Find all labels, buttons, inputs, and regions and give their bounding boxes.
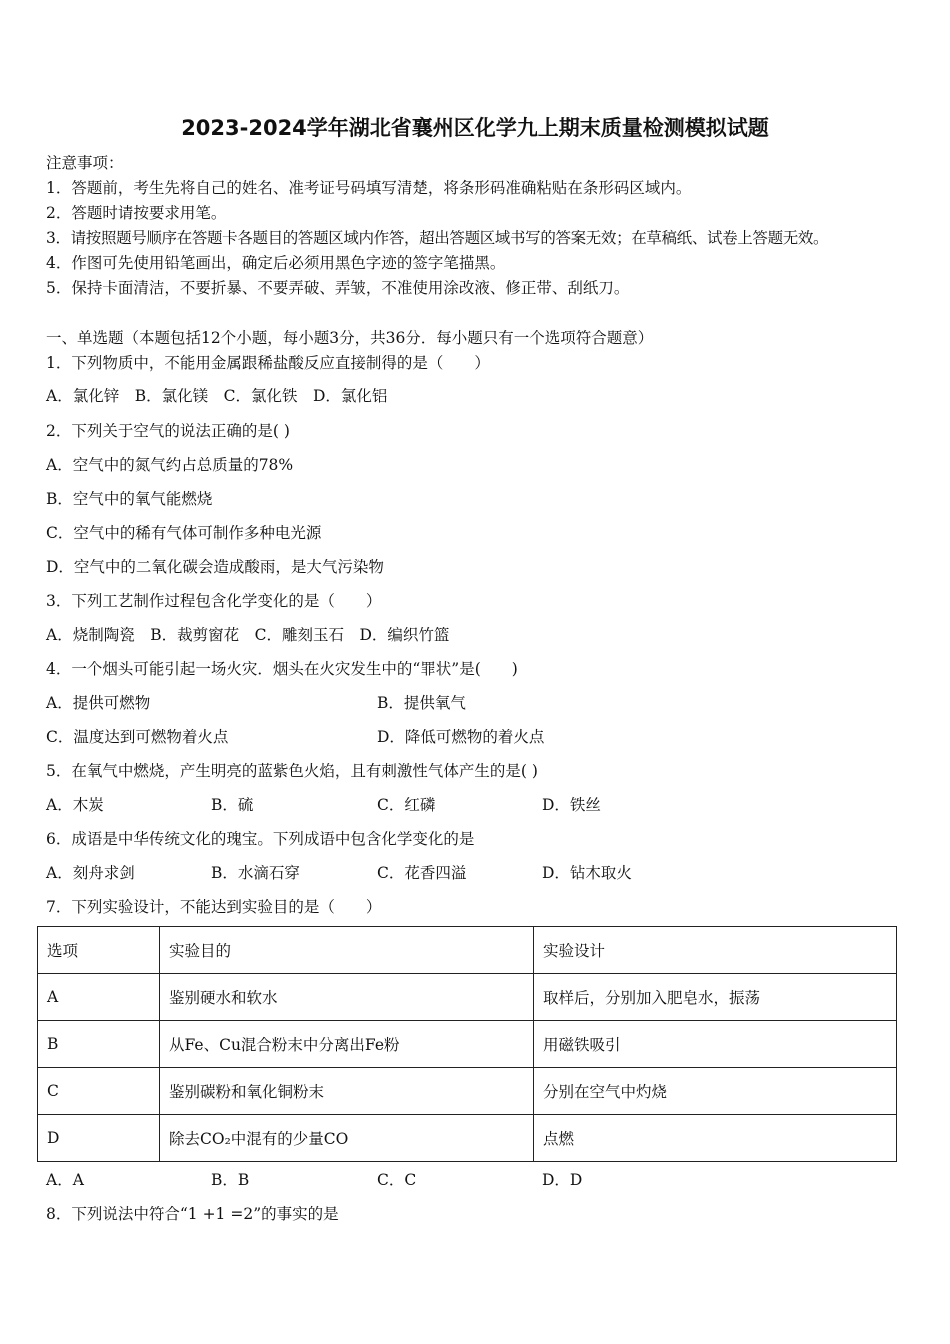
table-cell: 用磁铁吸引 (534, 1021, 897, 1068)
notice-item: 5．保持卡面清洁，不要折暴、不要弄破、弄皱，不准使用涂改液、修正带、刮纸刀。 (46, 279, 630, 297)
table-cell: 点燃 (534, 1115, 897, 1162)
option-b: B．硫 (211, 796, 254, 814)
question-stem: 7．下列实验设计，不能达到实验目的是（ ） (46, 898, 382, 916)
option-a: A．提供可燃物 (46, 694, 151, 712)
question-stem: 8．下列说法中符合“1 +1 =2”的事实的是 (46, 1205, 339, 1223)
table-row (38, 1068, 897, 1115)
option-d: D．铁丝 (542, 796, 601, 814)
table-cell: 取样后，分别加入肥皂水，振荡 (534, 974, 897, 1021)
table-cell: B (38, 1021, 160, 1068)
notice-heading: 注意事项： (46, 154, 124, 172)
table-cell: 鉴别碳粉和氧化铜粉末 (160, 1068, 534, 1115)
experiment-table (37, 926, 897, 1162)
table-cell: 分别在空气中灼烧 (534, 1068, 897, 1115)
question-stem: 1．下列物质中，不能用金属跟稀盐酸反应直接制得的是（ ） (46, 354, 490, 372)
option-c: C．红磷 (377, 796, 436, 814)
table-cell: 从Fe、Cu混合粉末中分离出Fe粉 (160, 1021, 534, 1068)
option-d: D．降低可燃物的着火点 (377, 728, 545, 746)
notice-item: 4．作图可先使用铅笔画出，确定后必须用黑色字迹的签字笔描黑。 (46, 254, 506, 272)
option-a: A．A (46, 1171, 84, 1189)
table-header-cell: 实验设计 (534, 927, 897, 974)
table-header-cell: 实验目的 (160, 927, 534, 974)
option-c: C．C (377, 1171, 417, 1189)
table-cell: 鉴别硬水和软水 (160, 974, 534, 1021)
table-cell: A (38, 974, 160, 1021)
notice-item: 1．答题前，考生先将自己的姓名、准考证号码填写清楚，将条形码准确粘贴在条形码区域内。 (46, 179, 692, 197)
option-d: D．空气中的二氧化碳会造成酸雨，是大气污染物 (46, 558, 384, 576)
section-heading: 一、单选题（本题包括12个小题，每小题3分，共36分．每小题只有一个选项符合题意） (46, 329, 654, 347)
table-row (38, 1021, 897, 1068)
option-b: B．B (211, 1171, 250, 1189)
question-stem: 3．下列工艺制作过程包含化学变化的是（ ） (46, 592, 382, 610)
question-stem: 4．一个烟头可能引起一场火灾．烟头在火灾发生中的“罪状”是( ) (46, 660, 518, 678)
question-options: A．氯化锌 B．氯化镁 C．氯化铁 D．氯化铝 (46, 387, 388, 405)
option-c: C．花香四溢 (377, 864, 467, 882)
table-header-cell: 选项 (38, 927, 160, 974)
question-stem: 2．下列关于空气的说法正确的是( ) (46, 422, 290, 440)
option-b: B．水滴石穿 (211, 864, 300, 882)
table-row (38, 974, 897, 1021)
option-c: C．空气中的稀有气体可制作多种电光源 (46, 524, 322, 542)
page-title: 2023-2024学年湖北省襄州区化学九上期末质量检测模拟试题 (181, 116, 769, 140)
option-b: B．提供氧气 (377, 694, 466, 712)
table-cell: C (38, 1068, 160, 1115)
table-cell: 除去CO₂中混有的少量CO (160, 1115, 534, 1162)
option-b: B．空气中的氧气能燃烧 (46, 490, 213, 508)
question-options: A．烧制陶瓷 B．裁剪窗花 C．雕刻玉石 D．编织竹篮 (46, 626, 450, 644)
notice-item: 3．请按照题号顺序在答题卡各题目的答题区域内作答，超出答题区域书写的答案无效；在草稿纸、试卷上答题无效。 (46, 229, 829, 247)
table-row (38, 1115, 897, 1162)
option-a: A．刻舟求剑 (46, 864, 135, 882)
question-stem: 6．成语是中华传统文化的瑰宝。下列成语中包含化学变化的是 (46, 830, 475, 848)
option-a: A．空气中的氮气约占总质量的78% (46, 456, 294, 474)
option-d: D．D (542, 1171, 583, 1189)
table-cell: D (38, 1115, 160, 1162)
question-stem: 5．在氧气中燃烧，产生明亮的蓝紫色火焰，且有刺激性气体产生的是( ) (46, 762, 538, 780)
option-d: D．钻木取火 (542, 864, 632, 882)
option-c: C．温度达到可燃物着火点 (46, 728, 229, 746)
option-a: A．木炭 (46, 796, 104, 814)
notice-item: 2．答题时请按要求用笔。 (46, 204, 227, 222)
table-header-row (38, 927, 897, 974)
